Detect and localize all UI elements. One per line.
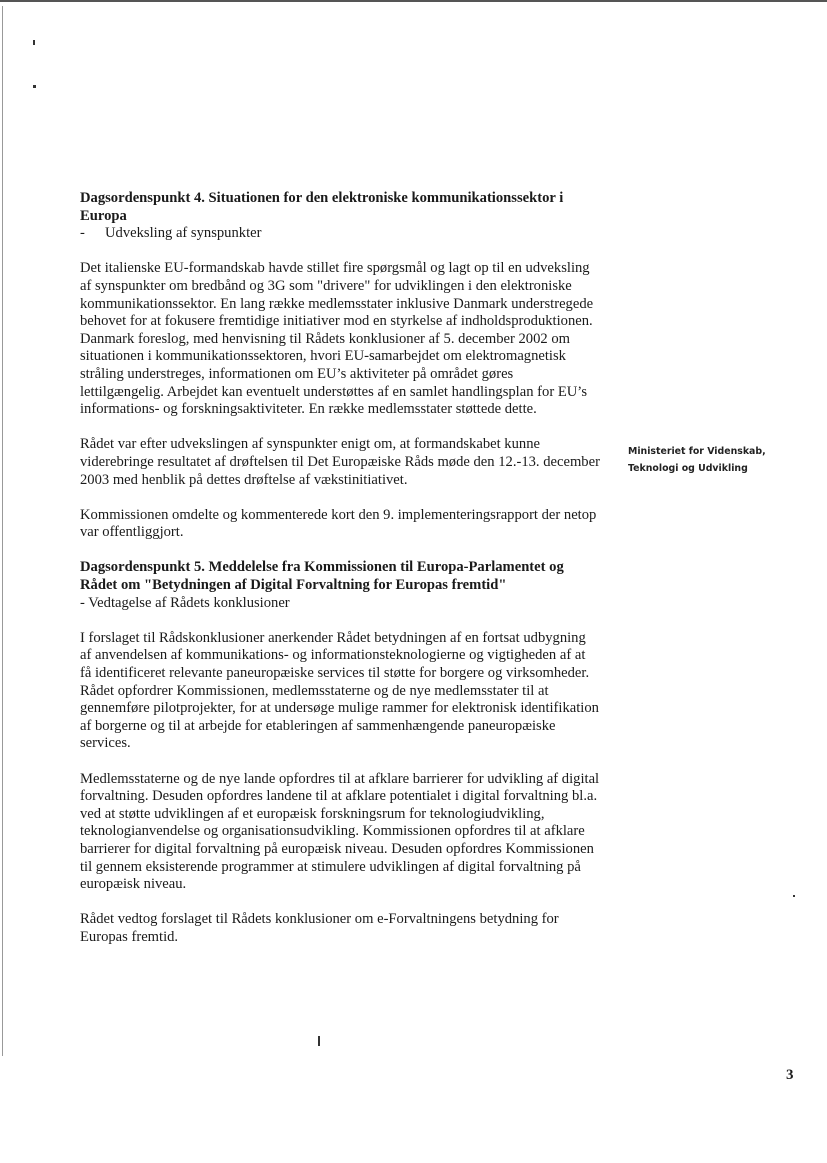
paragraph: Rådet var efter udvekslingen af synspunkter enigt om, at formandskabet kunne viderebringe resultatet af drøftelsen til Det Europæiske Råds møde den 12.-13. december 2003 med henblik på dettes drøftelse af vækstinitiativet. [80,436,600,488]
page-number: 3 [786,1067,794,1083]
subtitle-dash: - [80,225,85,242]
ministry-sidebar [628,443,798,477]
scan-speck [793,895,795,897]
scan-speck [33,40,35,45]
top-edge-line [0,0,827,2]
section-heading: Dagsordenspunkt 5. Meddelelse fra Kommissionen til Europa-Parlamentet og Rådet om "Betydningen af Digital Forvaltning for Europas fremtid" [80,559,564,594]
left-edge-line [2,6,3,1056]
scan-speck [318,1036,320,1046]
document-body [80,190,600,947]
paragraph: I forslaget til Rådskonklusioner anerkender Rådet betydningen af en fortsat udbygning af anvendelsen af kommunikations- og informationsteknologierne og vigtigheden af at få identificeret relevante paneuropæiske services til støtte for borgere og virksomheder. Rådet opfordrer Kommissionen, medlemsstaterne og de nye medlemsstater til at gennemføre pilotprojekter, for at undersøge mulige rammer for elektronisk identifikation af borgerne og til at arbejde for etableringen af sammenhængende paneuropæiske services. [80,629,599,752]
subtitle-text: Udveksling af synspunkter [105,225,262,242]
scan-speck [33,85,36,88]
section-subtitle: - Vedtagelse af Rådets konklusioner [80,594,290,611]
section-subtitle [80,225,600,243]
section-heading: Dagsordenspunkt 4. Situationen for den elektroniske kommunikationssektor i Europa [80,190,564,224]
paragraph: Rådet vedtog forslaget til Rådets konklusioner om e-Forvaltningens betydning for Europas fremtid. [80,911,559,945]
paragraph: Det italienske EU-formandskab havde stillet fire spørgsmål og lagt op til en udveksling af synspunkter om bredbånd og 3G som "drivere" for udviklingen i den elektroniske kommunikationssektor. En lang række medlemsstater inklusive Danmark understregede behovet for at fokusere fremtidige initiativer mod en styrkelse af indholdsproduktionen. Danmark foreslog, med henvisning til Rådets konklusioner af 5. december 2002 om situationen i kommunikationssektoren, hvori EU-samarbejdet om elektromagnetisk stråling understreges, informationen om EU’s aktiviteter på området gøres lettilgængelig. Arbejdet kan eventuelt understøttes af en samlet handlingsplan for EU’s informations- og forskningsaktiviteter. En række medlemsstater støttede dette. [80,260,594,418]
paragraph: Kommissionen omdelte og kommenterede kort den 9. implementeringsrapport der netop var offentliggjort. [80,506,597,541]
ministry-name-line1: Ministeriet for Videnskab, [628,446,766,457]
paragraph: Medlemsstaterne og de nye lande opfordres til at afklare barrierer for udvikling af digital forvaltning. Desuden opfordres landene til at afklare potentialet i digital forvaltning bl.a. ved at støtte udviklingen af et europæisk forskningsrum for teknologiudvikling, teknologianvendelse og organisationsudvikling. Kommissionen opfordres til at afklare barrierer for digital forvaltning på europæisk niveau. Desuden opfordres Kommissionen til gennem eksisterende programmer at stimulere udviklingen af digital forvaltning på europæisk niveau. [80,770,600,893]
ministry-name-line2: Teknologi og Udvikling [628,463,748,474]
